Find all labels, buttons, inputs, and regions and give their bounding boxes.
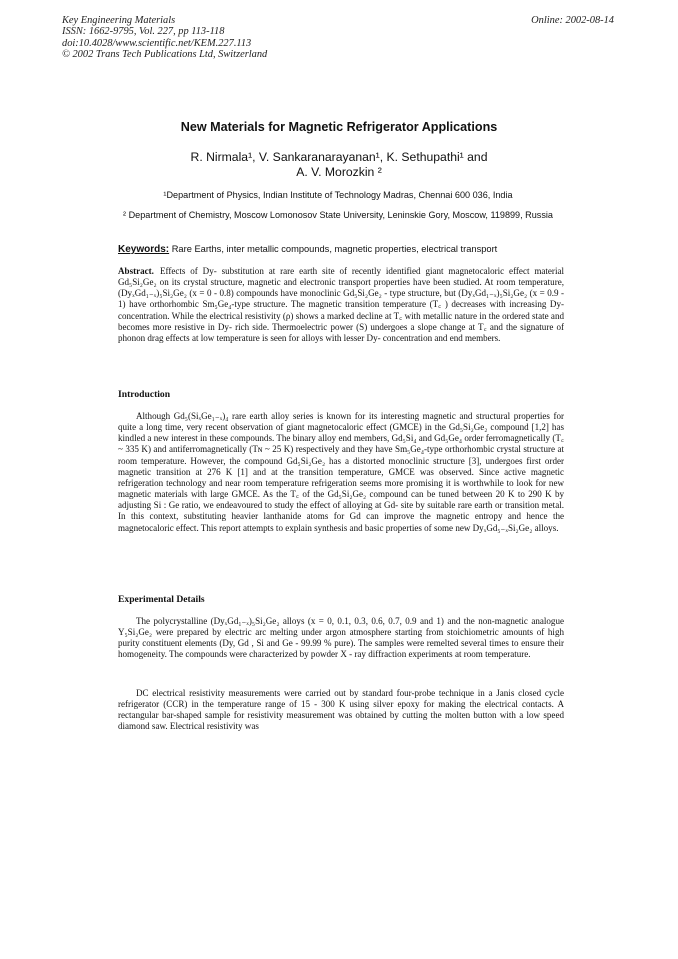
authors-line-1: R. Nirmala¹, V. Sankaranarayanan¹, K. Sethupathi¹ and — [190, 150, 488, 164]
experimental-paragraph-1: The polycrystalline (DyₓGd₁₋ₓ)₅Si₂Ge₂ alloys (x = 0, 0.1, 0.3, 0.6, 0.7, 0.9 and 1) and the non-magnetic analogue Y₅Si₂Ge₂ were prepared by electric arc melting under argon atmosphere starting from stoichiometric amounts of high purity constituent elements (Dy, Gd , Si and Ge - 99.99 % pure). The samples were remelted several times to ensure their homogeneity. The compounds were characterized by powder X - ray diffraction experiments at room temperature. — [118, 616, 564, 660]
journal-name: Key Engineering Materials — [62, 15, 176, 26]
experimental-body-2 — [118, 688, 564, 733]
affiliation-1: ¹Department of Physics, Indian Institute of Technology Madras, Chennai 600 036, India — [163, 190, 513, 200]
author-list — [0, 150, 678, 180]
paper-title: New Materials for Magnetic Refrigerator Applications — [180, 120, 498, 134]
experimental-paragraph-2: DC electrical resistivity measurements were carried out by standard four-probe technique in a Janis closed cycle refrigerator (CCR) in the temperature range of 15 - 300 K using silver epoxy for making the electrical contacts. A rectangular bar-shaped sample for resistivity measurement was obtained by cutting the molten button with a low speed diamond saw. Electrical resistivity was — [118, 688, 564, 732]
experimental-heading: Experimental Details — [118, 594, 205, 605]
introduction-heading: Introduction — [118, 389, 171, 400]
doi-line: doi:10.4028/www.scientific.net/KEM.227.113 — [62, 37, 252, 49]
keywords-label: Keywords: — [118, 244, 170, 255]
introduction-body — [118, 411, 564, 534]
abstract-block — [118, 266, 564, 344]
experimental-body-1 — [118, 616, 564, 661]
keywords-line — [118, 244, 497, 255]
abstract-label: Abstract. — [118, 266, 154, 276]
affiliation-2: ² Department of Chemistry, Moscow Lomonosov State University, Leninskie Gory, Moscow, 119899, Russia — [123, 210, 553, 220]
introduction-paragraph: Although Gd₅(SiₓGe₁₋ₓ)₄ rare earth alloy series is known for its interesting magnetic and structural properties for quite a long time, very recent observation of giant magnetocaloric effect (GMCE) in the Gd₅Si₂Ge₂ compound [1,2] has kindled a new interest in these compounds. The binary alloy end members, Gd₅Si₄ and Gd₅Ge₄ order ferromagnetically (T꜀ ~ 335 K) and antiferromagnetically (Tɴ ~ 25 K) respectively and they have Sm₅Ge₄-type orthorhombic crystal structure at room temperature. However, the compound Gd₅Si₂Ge₂ has a distorted monoclinic structure [3], undergoes first order magnetic transition at 276 K [1] and at the transition temperature, GMCE was observed. Since active magnetic refrigeration technology and near room temperature refrigeration seems more promising it is worthwhile to look for new magnetic materials with large GMCE. As the T꜀ of the Gd₅Si₂Ge₂ compound can be tuned between 20 K to 290 K by adjusting Si : Ge ratio, we endeavoured to study the effect of alloying at Gd- site by suitable rare earth or transition metal. In this context, substituting heavier lanthanide atoms for Gd can improve the magnetic entropy and hence the magnetocaloric effect. This report attempts to explain synthesis and basic properties of some new DyₓGd₅₋ₓSi₂Ge₂ alloys. — [118, 411, 564, 533]
authors-line-2: A. V. Morozkin ² — [296, 165, 382, 179]
copyright-line: © 2002 Trans Tech Publications Ltd, Switzerland — [62, 49, 268, 61]
online-date: Online: 2002-08-14 — [531, 15, 614, 26]
keywords-text: Rare Earths, inter metallic compounds, magnetic properties, electrical transport — [171, 244, 498, 254]
abstract-text: Effects of Dy- substitution at rare earth site of recently identified giant magnetocaloric effect material Gd₅Si₂Ge₂ on its crystal structure, magnetic and electronic transport properties have been studied. At room temperature, (DyₓGd₁₋ₓ)₅Si₂Ge₂ (x = 0 - 0.8) compounds have monoclinic Gd₅Si₂Ge₂ - type structure, but (DyₓGd₁₋ₓ)₅Si₂Ge₂ (x = 0.9 - 1) have orthorhombic Sm₅Ge₄-type structure. The magnetic transition temperature (T꜀ ) decreases with increasing Dy- concentration. While the electrical resistivity (ρ) shows a marked decline at T꜀ with metallic nature in the ordered state and becomes more resistive in Dy- rich side. Thermoelectric power (S) undergoes a slope change at T꜀ and the signature of phonon drag effects at low temperature is seen for alloys with lesser Dy- concentration and end members. — [118, 266, 564, 343]
journal-header — [62, 15, 267, 61]
issn-line: ISSN: 1662-9795, Vol. 227, pp 113-118 — [62, 26, 225, 38]
